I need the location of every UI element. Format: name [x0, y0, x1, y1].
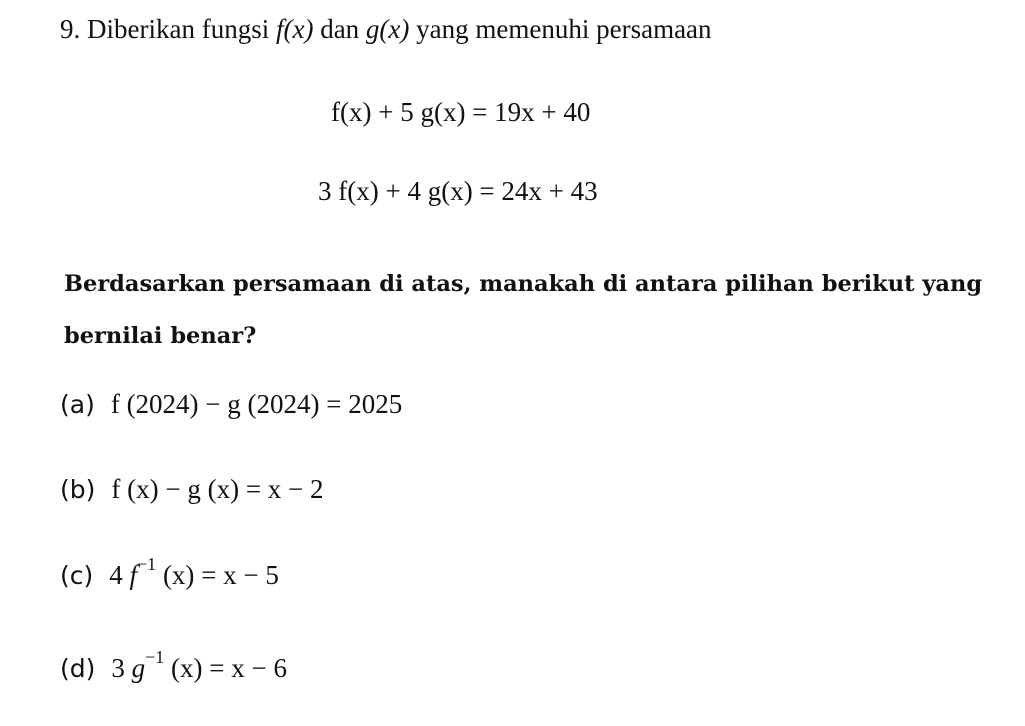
- question-text: [60, 14, 712, 45]
- option-c-expression: [109, 554, 279, 591]
- option-b-label: (b): [60, 475, 96, 504]
- option-c-coefficient: 4: [109, 560, 123, 590]
- equation-1: f(x) + 5 g(x) = 19x + 40: [331, 97, 591, 127]
- question-number: 9.: [60, 14, 81, 44]
- equation-2: 3 f(x) + 4 g(x) = 24x + 43: [318, 176, 598, 206]
- option-a-label: (a): [60, 390, 95, 419]
- option-d-expression: [111, 647, 287, 684]
- option-c-rest: (x) = x − 5: [162, 560, 279, 590]
- option-a[interactable]: [60, 389, 402, 420]
- option-d-rest: (x) = x − 6: [171, 653, 287, 683]
- option-c-inverse-exponent: −1: [137, 554, 157, 574]
- question-text-before: Diberikan fungsi: [87, 14, 270, 44]
- option-c[interactable]: [60, 554, 279, 591]
- option-a-expression: f (2024) − g (2024) = 2025: [110, 389, 403, 419]
- question-f-of-x: f(x): [275, 14, 314, 44]
- option-d[interactable]: [60, 647, 287, 684]
- question-text-middle: dan: [320, 14, 360, 44]
- option-d-function: g: [131, 653, 146, 683]
- option-c-function: f: [129, 560, 138, 590]
- option-b[interactable]: [60, 474, 324, 505]
- option-d-coefficient: 3: [111, 653, 125, 683]
- option-d-inverse-exponent: −1: [145, 647, 165, 667]
- question-g-of-x: g(x): [365, 14, 410, 44]
- question-prompt: Berdasarkan persamaan di atas, manakah di antara pilihan berikut yang bernilai benar?: [64, 271, 983, 349]
- option-d-label: (d): [60, 654, 96, 683]
- question-text-after: yang memenuhi persamaan: [416, 14, 712, 44]
- option-c-label: (c): [60, 561, 94, 590]
- option-b-expression: f (x) − g (x) = x − 2: [111, 474, 324, 504]
